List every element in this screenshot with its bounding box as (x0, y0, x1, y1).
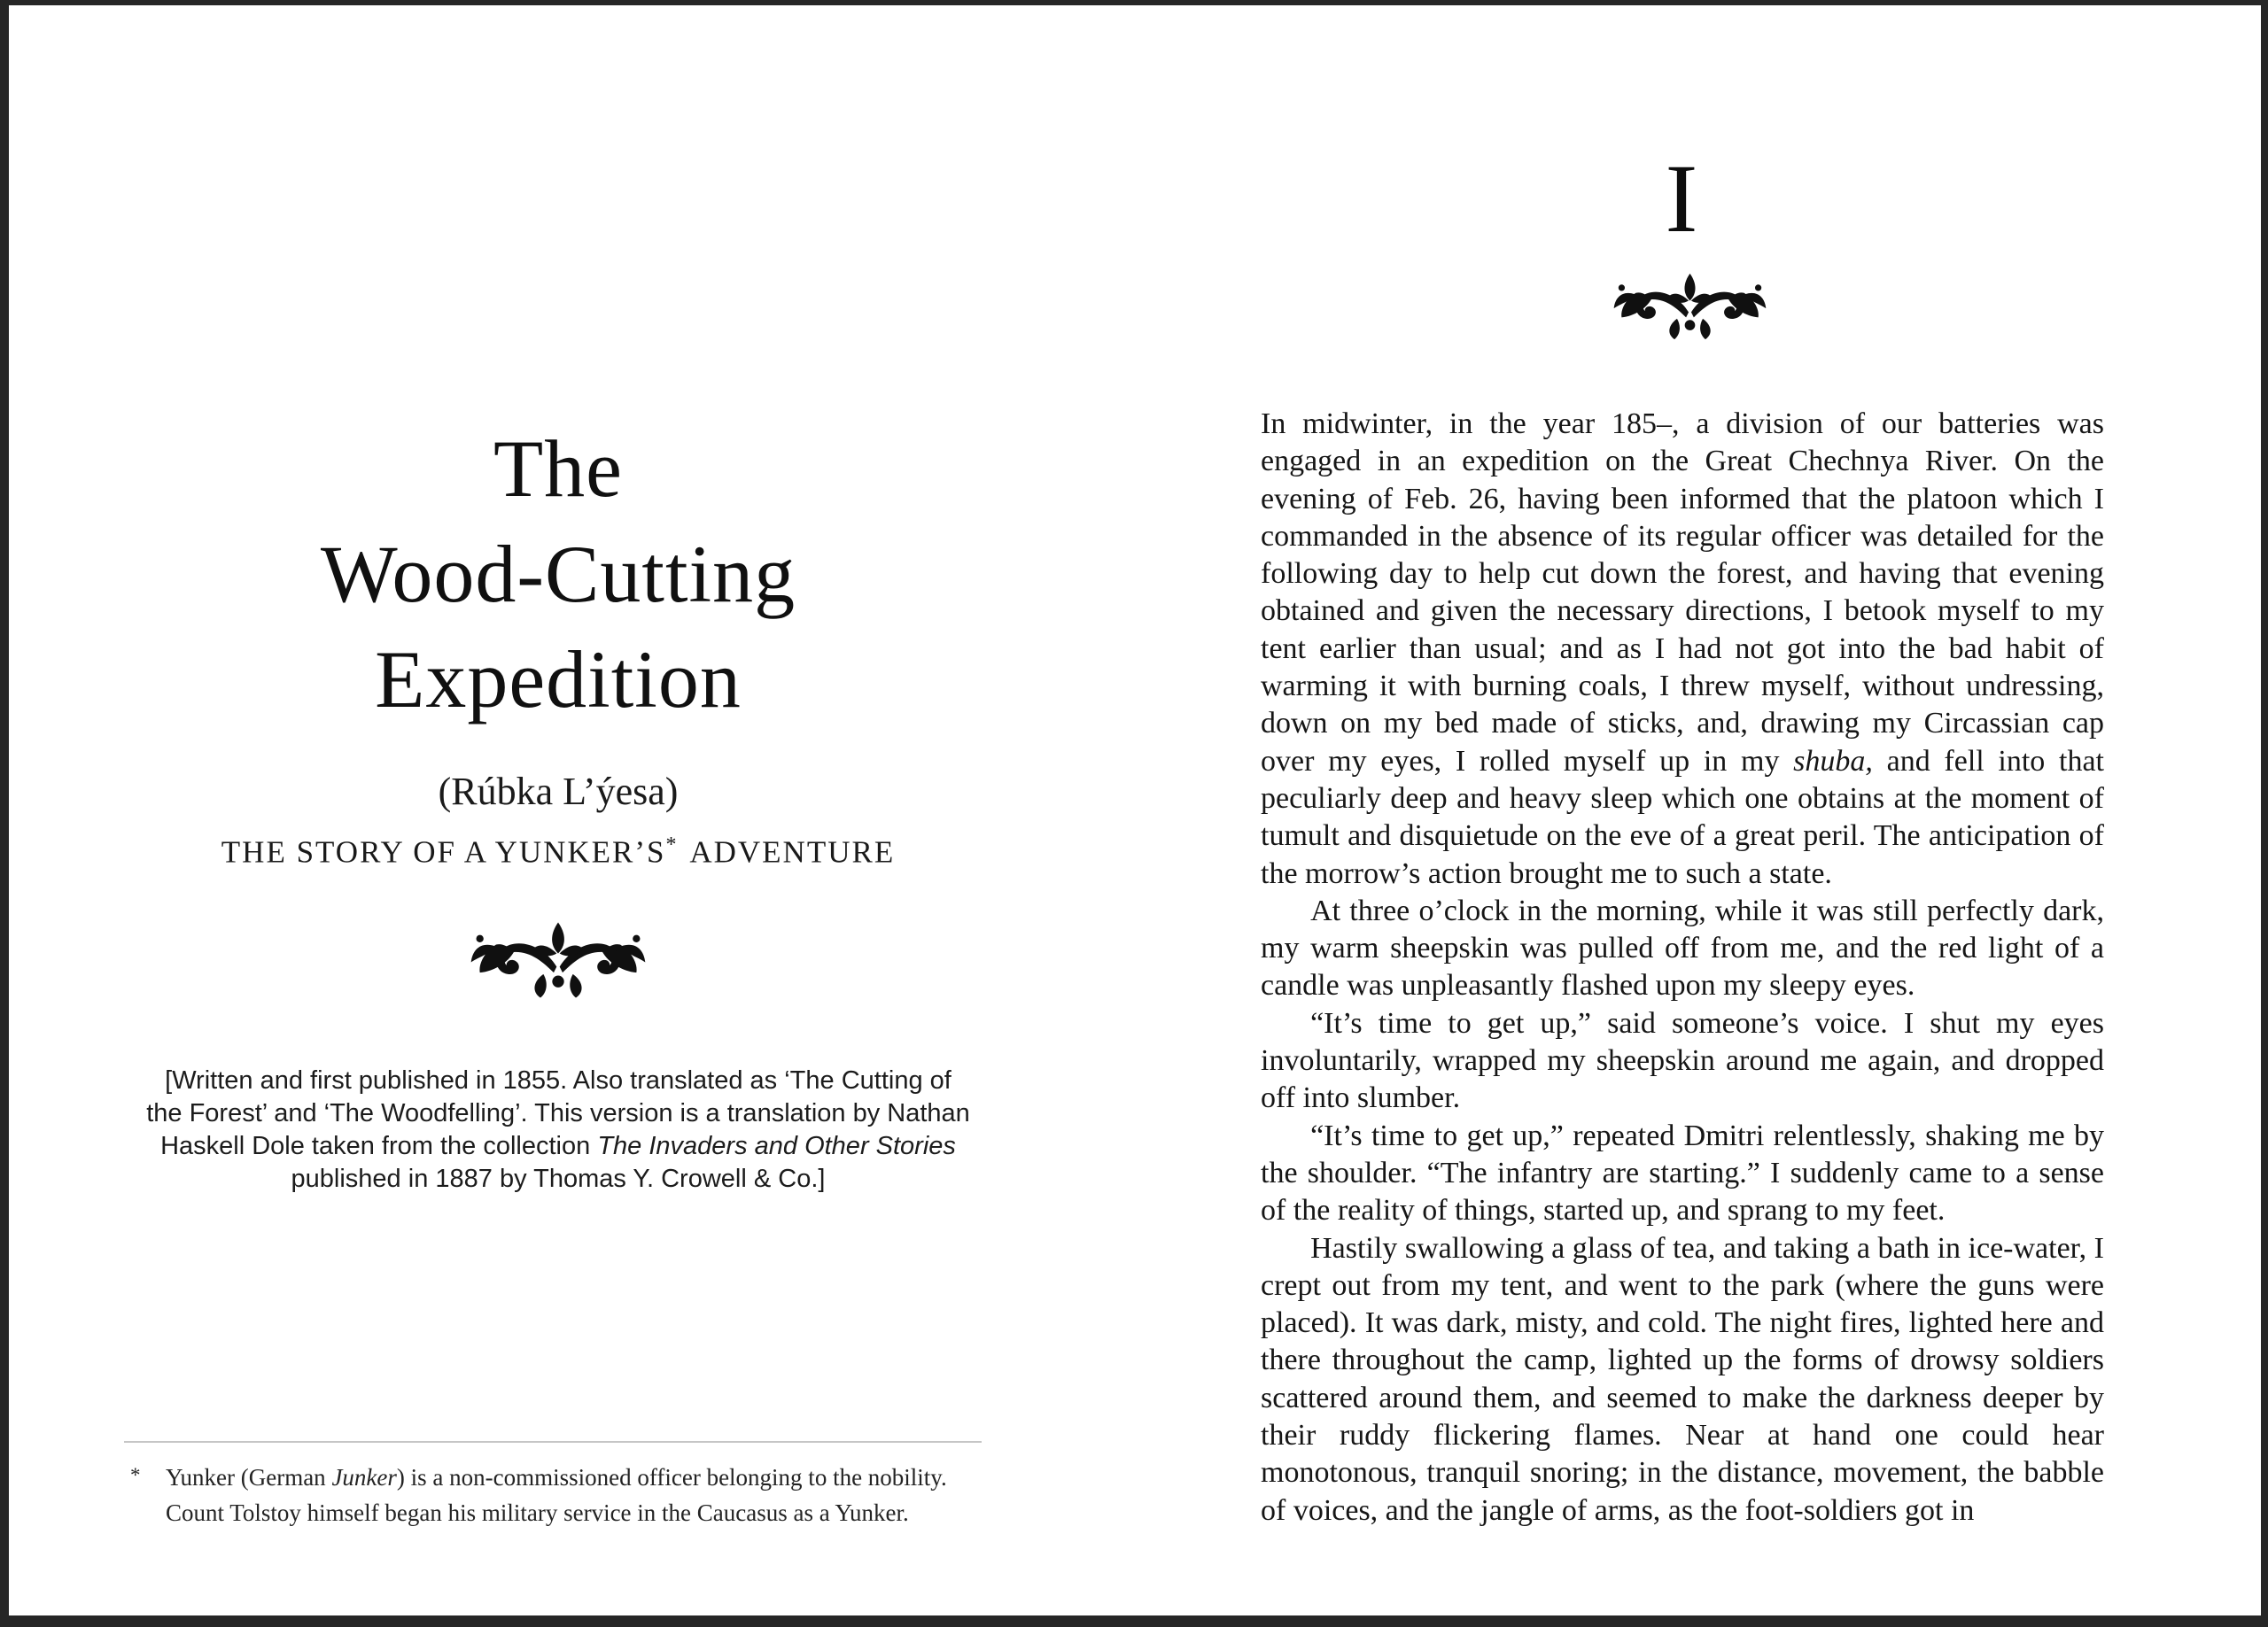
story-caption-text: ADVENTURE (681, 834, 896, 870)
footnote-reference-asterisk: * (665, 833, 677, 856)
transliteration-subtitle: (Rúbka L’ýesa) (438, 770, 679, 813)
floral-ornament-icon (470, 919, 647, 1001)
body-paragraph: “It’s time to get up,” repeated Dmitri relentlessly, shaking me by the shoulder. “The infantry are starting.” I suddenly came to a sense of the reality of things, started up, and sprang to my feet. (1261, 1119, 2104, 1228)
chapter-body (1261, 406, 2104, 1530)
book-title-line: The (493, 423, 624, 514)
chapter-numeral: I (1665, 144, 1698, 252)
footnote-marker: * (130, 1464, 141, 1486)
footnote-divider (124, 1441, 982, 1443)
book-spread (9, 5, 2261, 1615)
story-caption (133, 825, 983, 872)
footnote-text: Yunker (German Junker) is a non-commissioned officer belonging to the nobility. Count Tolstoy himself began his military service in the Caucasus as a Yunker. (166, 1464, 947, 1526)
book-title (133, 416, 983, 732)
floral-ornament-icon (1612, 271, 1767, 342)
body-paragraph: Hastily swallowing a glass of tea, and taking a bath in ice-water, I crept out from my tent, and went to the park (where the guns were placed). It was dark, misty, and cold. The night fires, lighted here and there throughout the camp, lighted up the forms of drowsy soldiers scattered around them, and seemed to make the darkness deeper by their ruddy flickering flames. Near at hand one could hear monotonous, tranquil snoring; in the distance, movement, the babble of voices, and the jangle of arms, as the foot-soldiers got in (1261, 1231, 2104, 1527)
book-title-line: Wood-Cutting (320, 529, 796, 619)
body-paragraph: “It’s time to get up,” said someone’s voice. I shut my eyes involuntarily, wrapped my sheepskin around me again, and dropped off into slumber. (1261, 1006, 2104, 1115)
publication-note: [Written and first published in 1855. Also translated as ‘The Cutting of the Forest’ and ‘The Woodfelling’. This version is a translation by Nathan Haskell Dole taken from the collection The Invaders and Other Stories published in 1887 by Thomas Y. Crowell & Co.] (146, 1066, 970, 1193)
footnote (128, 1460, 1001, 1530)
body-paragraph: In midwinter, in the year 185–, a division of our batteries was engaged in an expedition on the Great Chechnya River. On the evening of Feb. 26, having been informed that the platoon which I commanded in the absence of its regular officer was detailed for the following day to help cut down the forest, and having that evening obtained and given the necessary directions, I betook myself to my tent earlier than usual; and as I had not got into the bad habit of warming it with burning coals, I threw myself, without undressing, down on my bed made of sticks, and, drawing my Circassian cap over my eyes, I rolled myself up in my shuba, and fell into that peculiarly deep and heavy sleep which one obtains at the moment of tumult and disquietude on the eve of a great peril. The anticipation of the morrow’s action brought me to such a state. (1261, 407, 2104, 890)
book-title-line: Expedition (375, 634, 742, 724)
story-caption-text: THE STORY OF A YUNKER’S (221, 834, 666, 870)
body-paragraph: At three o’clock in the morning, while it was still perfectly dark, my warm sheepskin was pulled off from me, and the red light of a candle was unpleasantly flashed upon my sleepy eyes. (1261, 894, 2104, 1003)
